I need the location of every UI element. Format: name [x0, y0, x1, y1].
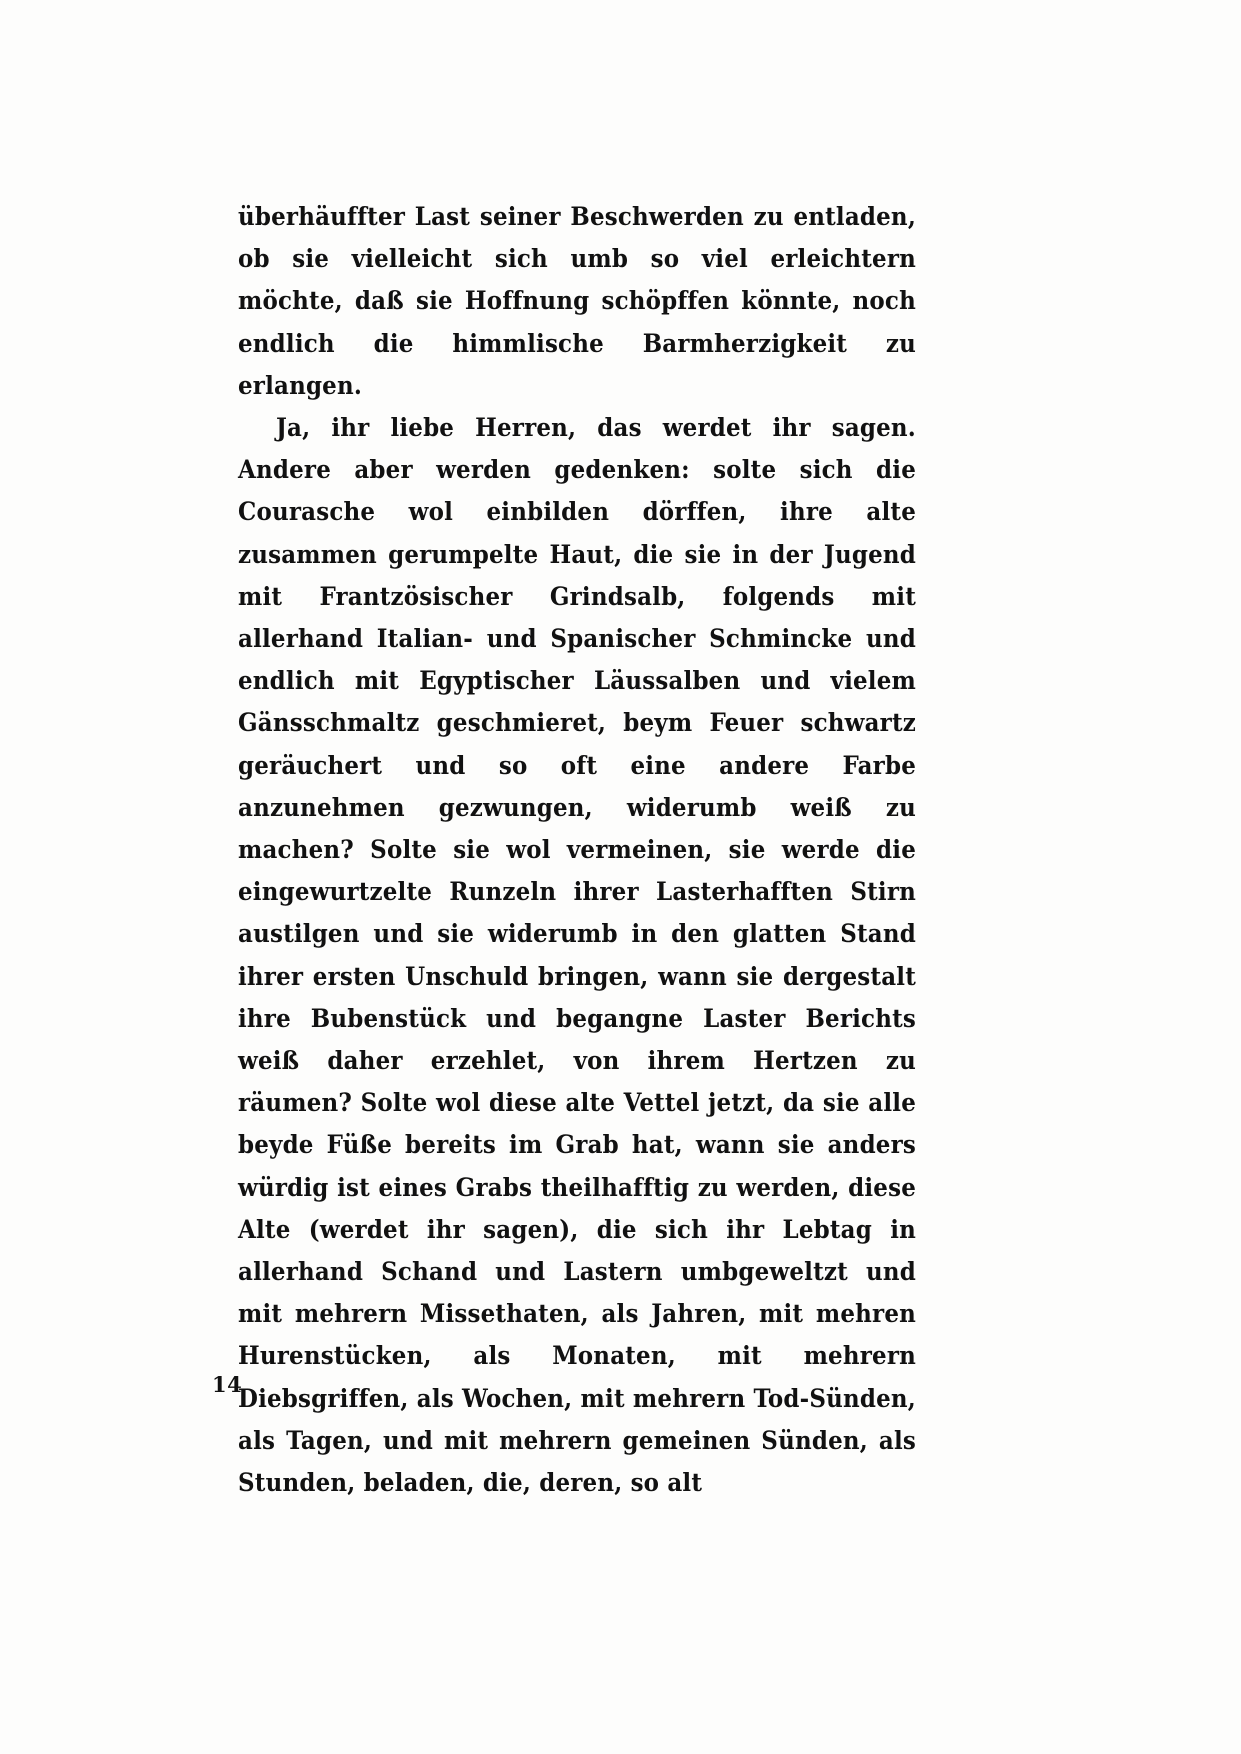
page-text-body: [238, 196, 916, 1504]
paragraph-continued: überhäuffter Last seiner Beschwerden zu entladen, ob sie vielleicht sich umb so viel erleichtern möchte, daß sie Hoffnung schöpffen könnte, noch endlich die himmlische Barmherzigkeit zu erlangen.: [238, 202, 916, 401]
page-number: 14: [212, 1372, 243, 1397]
paragraph-main: Ja, ihr liebe Herren, das werdet ihr sagen. Andere aber werden gedenken: solte sich die Courasche wol einbilden dörffen, ihre alte zusammen gerumpelte Haut, die sie in der Jugend mit Frantzösischer Grindsalb, folgends mit allerhand Italian- und Spanischer Schmincke und endlich mit Egyptischer Läussalben und vielem Gänsschmaltz geschmieret, beym Feuer schwartz geräuchert und so oft eine andere Farbe anzunehmen gezwungen, widerumb weiß zu machen? Solte sie wol vermeinen, sie werde die eingewurtzelte Runzeln ihrer Lasterhafften Stirn austilgen und sie widerumb in den glatten Stand ihrer ersten Unschuld bringen, wann sie dergestalt ihre Bubenstück und begangne Laster Berichts weiß daher erzehlet, von ihrem Hertzen zu räumen? Solte wol diese alte Vettel jetzt, da sie alle beyde Füße bereits im Grab hat, wann sie anders würdig ist eines Grabs theilhafftig zu werden, diese Alte (werdet ihr sagen), die sich ihr Lebtag in allerhand Schand und Lastern umbgeweltzt und mit mehrern Missethaten, als Jahren, mit mehren Hurenstücken, als Monaten, mit mehrern Diebsgriffen, als Wochen, mit mehrern Tod-Sünden, als Tagen, und mit mehrern gemeinen Sünden, als Stunden, beladen, die, deren, so alt: [238, 413, 916, 1499]
